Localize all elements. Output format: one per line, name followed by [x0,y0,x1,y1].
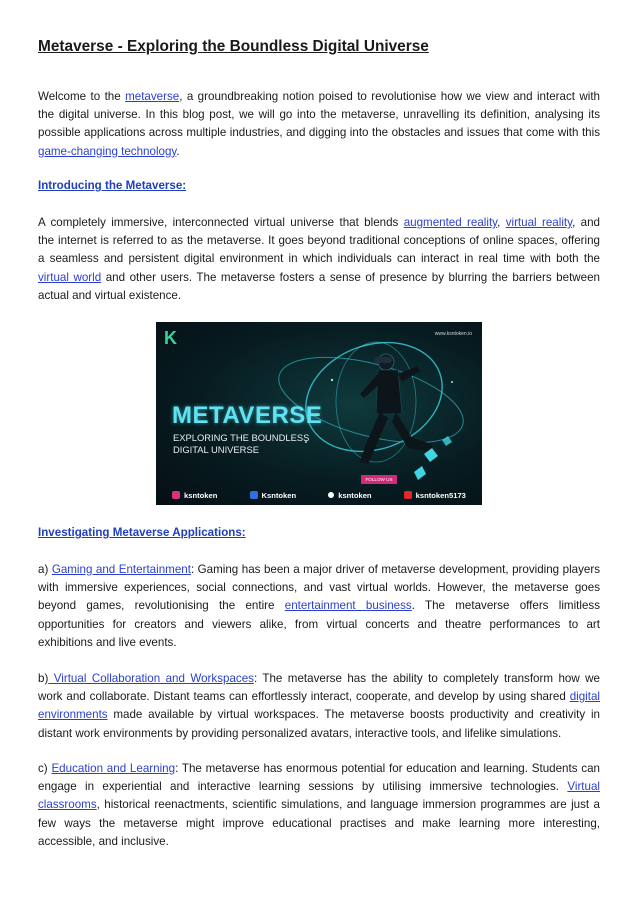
paragraph-line: virtual world and other users. The metaverse fosters a sense of presence by blurring the barriers between [38,270,601,284]
paragraph-line: a) Gaming and Entertainment: Gaming has been a major driver of metaverse development, providing players [38,563,600,576]
paragraph-line: possible applications across multiple industries, and digging into the obstacles and issues that come with this [38,126,600,140]
paragraph-line: opportunities for creators and viewers alike, from virtual concerts and theatre performances to art [38,617,600,631]
gaming-paragraph [38,561,600,652]
paragraph-line: environments made available by virtual workspaces. The metaverse boosts productivity and creativity in [38,708,600,722]
education-learning-link[interactable]: Education and Learning [51,762,176,775]
banner-subtitle: EXPLORING THE BOUNDLESS DIGITAL UNIVERSE [173,432,310,455]
paragraph-line: c) Education and Learning: The metaverse has enormous potential for education and learning. Students can [38,762,600,775]
metaverse-banner-image [156,322,482,505]
paragraph-line: few ways the metaverse might improve educational practises and make learning more interesting, [38,816,600,830]
facebook-icon [250,491,258,499]
augmented-reality-link[interactable]: augmented reality [403,216,498,229]
metaverse-link[interactable]: metaverse [125,90,180,103]
virtual-reality-link[interactable]: virtual reality [505,216,573,229]
page-title: Metaverse - Exploring the Boundless Digital Universe [38,38,429,55]
paragraph-line: accessible, and inclusive. [38,834,169,848]
introducing-paragraph [38,214,600,305]
banner-url: www.ksntoken.io [434,331,472,337]
paragraph-line: classrooms, historical reenactments, scientific simulations, and language immersion programmes are just a [38,798,600,812]
paragraph-line: game-changing technology. [38,144,180,158]
paragraph-line: Welcome to the metaverse, a groundbreaking notion poised to revolutionise how we view and interact with [38,90,601,103]
paragraph-line: a seamless and persistent digital environment in which individuals can interact in real time with both the [38,252,600,266]
paragraph-line: A completely immersive, interconnected virtual universe that blends augmented reality, virtual reality, and [38,216,600,229]
paragraph-line: with immersive experiences, social connections, and vast virtual worlds. However, the metaverse goes [38,581,600,595]
section-heading-introducing[interactable]: Introducing the Metaverse: [38,179,187,192]
paragraph-line: actual and virtual existence. [38,288,182,302]
virtual-world-link[interactable]: virtual world [38,270,102,284]
paragraph-line: engage in experiential and interactive learning sessions by utilising immersive technologies. Virtual [38,780,600,794]
collaboration-paragraph [38,670,600,743]
education-paragraph [38,760,600,851]
virtual-collaboration-link[interactable]: Virtual Collaboration and Workspaces [48,672,254,685]
paragraph-line: the digital universe. In this blog post, we will go into the metaverse, unravelling its definition, analysing its [38,108,600,122]
social-youtube: ksntoken5173 [404,491,466,500]
paragraph-line: the internet is referred to as the metaverse. It goes beyond traditional conceptions of online spaces, offering [38,234,600,248]
virtual-classrooms-link-cont[interactable]: classrooms [38,798,97,812]
paragraph-line: exhibitions and live events. [38,635,177,649]
ksntoken-logo: K [164,328,177,348]
follow-us-badge: FOLLOW US [361,475,397,484]
intro-paragraph [38,88,600,161]
social-twitter: ksntoken [328,491,371,500]
digital-environments-link-cont[interactable]: environments [38,708,108,722]
digital-environments-link[interactable]: digital [569,690,600,704]
paragraph-line: b) Virtual Collaboration and Workspaces: The metaverse has the ability to completely transform how we [38,672,600,685]
entertainment-business-link[interactable]: entertainment business [284,599,412,613]
gaming-entertainment-link[interactable]: Gaming and Entertainment [51,563,191,576]
instagram-icon [172,491,180,499]
section-heading-applications[interactable]: Investigating Metaverse Applications: [38,526,246,539]
virtual-classrooms-link[interactable]: Virtual [567,780,600,794]
banner-title: METAVERSE [172,402,323,429]
social-instagram: ksntoken [172,491,217,500]
paragraph-line: work and collaborate. Distant teams can effortlessly interact, cooperate, and develop by using shared digital [38,690,600,704]
paragraph-line: beyond games, revolutionising the entire entertainment business. The metaverse offers limitless [38,599,600,613]
paragraph-line: distant work environments by providing personalized avatars, interactive tools, and lifelike simulations. [38,726,562,740]
social-facebook: Ksntoken [250,491,297,500]
social-bar [156,485,482,505]
youtube-icon [404,491,412,499]
twitter-icon [328,492,334,498]
game-changing-technology-link[interactable]: game-changing technology [38,144,177,158]
